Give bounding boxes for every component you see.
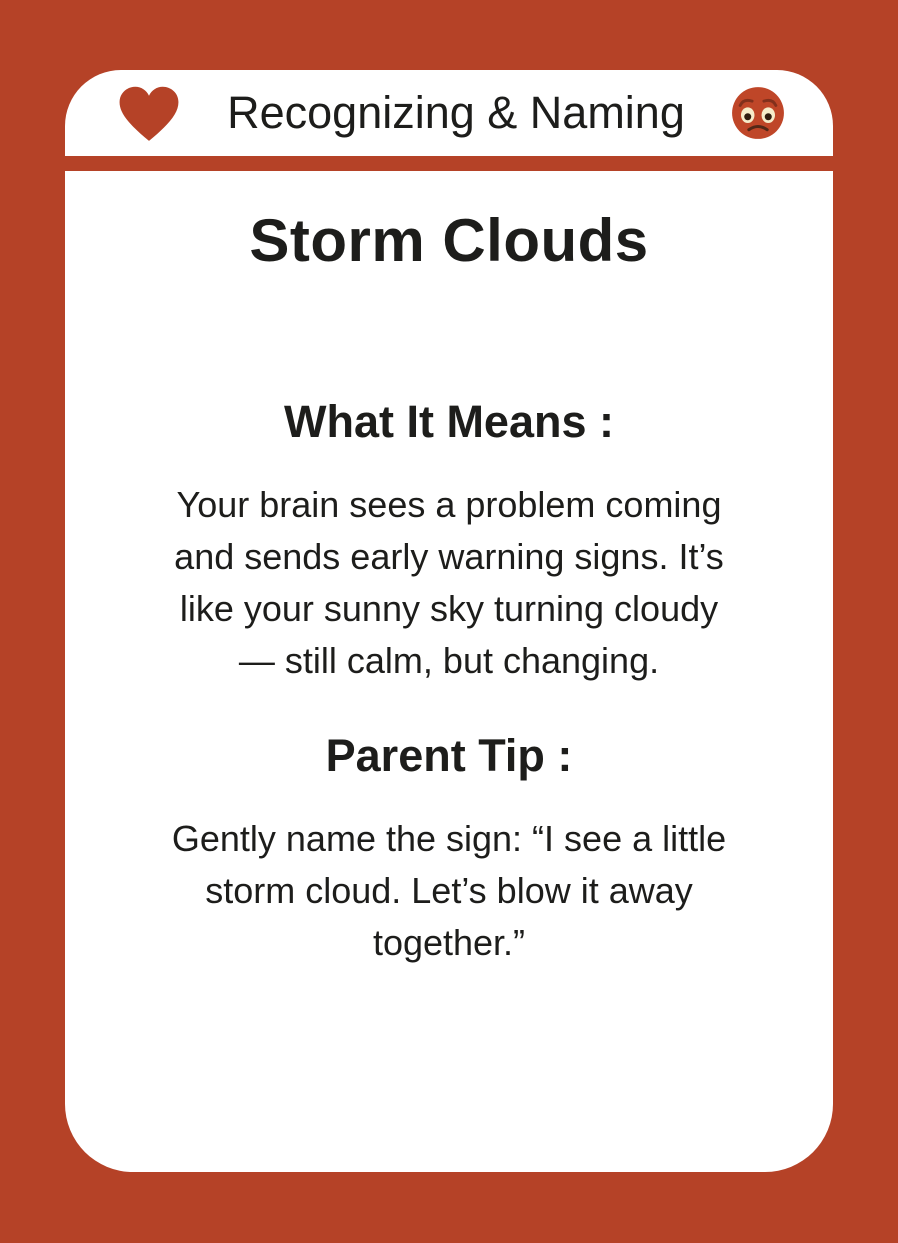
heart-icon xyxy=(117,83,181,143)
section-heading-parent-tip: Parent Tip : xyxy=(325,730,573,781)
card-title: Storm Clouds xyxy=(249,207,649,274)
flashcard xyxy=(65,70,833,1172)
card-header xyxy=(65,70,833,156)
section-body-parent-tip: Gently name the sign: “I see a little storm cloud. Let’s blow it away together.” xyxy=(171,818,727,963)
card-body xyxy=(65,171,833,1172)
category-title: Recognizing & Naming xyxy=(227,87,685,138)
section-heading-what-it-means: What It Means : xyxy=(283,396,614,447)
worried-face-icon xyxy=(731,86,785,140)
section-body-what-it-means: Your brain sees a problem coming and sends early warning signs. It’s like your sunny sky turning cloudy — still calm, but changing. xyxy=(174,484,724,681)
header-divider xyxy=(65,156,833,171)
